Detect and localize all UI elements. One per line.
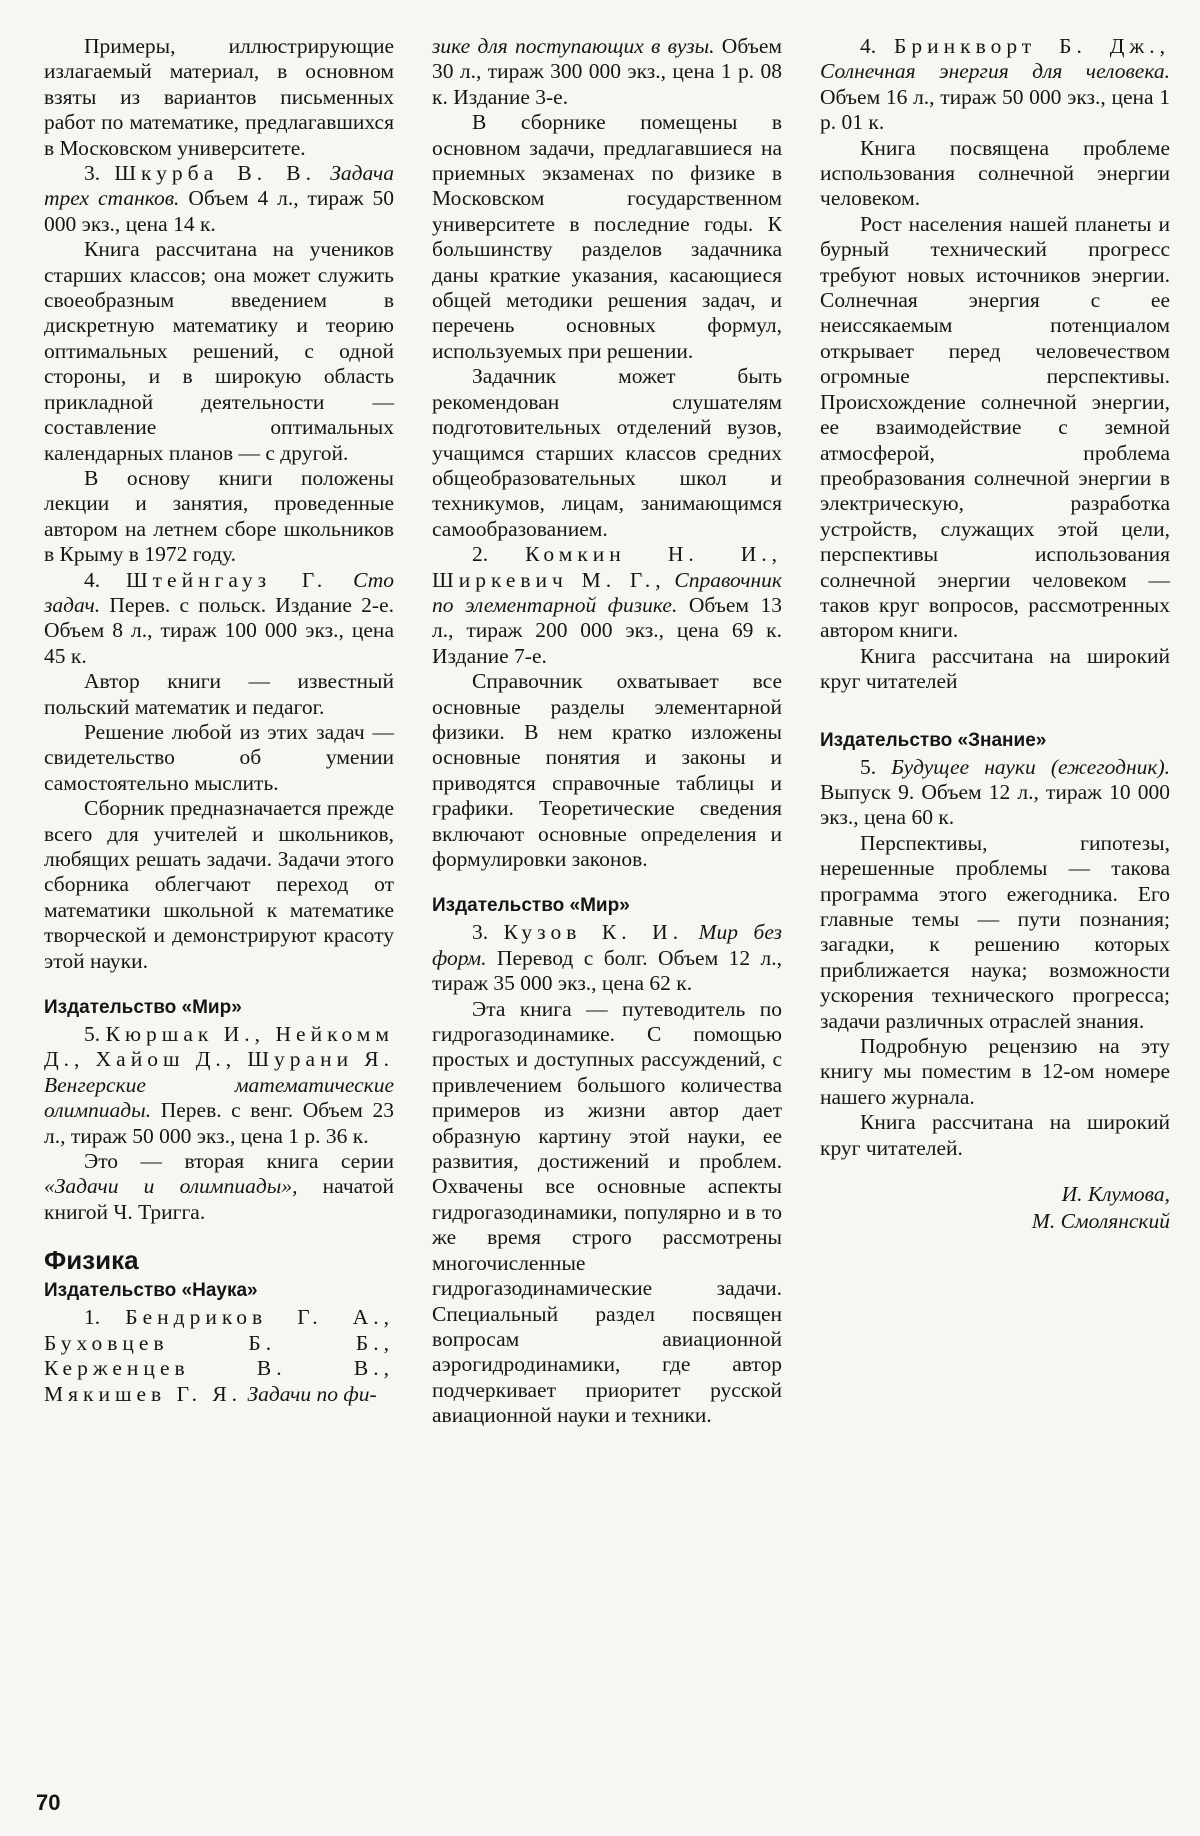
column-3 — [820, 34, 1170, 1235]
entry-details: Перев. с польск. Издание 2-е. Объем 8 л., тираж 100 000 экз., цена 45 к. — [44, 592, 395, 668]
entry-details: Объем 30 л., тираж 300 000 экз., цена 1 р. 08 к. Издание 3-е. — [432, 34, 782, 109]
intro-paragraph: Примеры, иллюстрирующие излагаемый материал, в основном взяты из вариантов письменных работ по математике, предлагавшихся в Московском университете. — [44, 34, 394, 160]
entry-number: 2. — [472, 542, 489, 567]
book-entry-math-3 — [44, 161, 394, 237]
description-text: Это — вторая книга серии — [84, 1149, 394, 1174]
book-entry-physics-3 — [432, 920, 782, 996]
book-entry-physics-2 — [432, 542, 782, 669]
entry-title: Справочник по элементарной физике. — [432, 567, 782, 617]
entry-description: Книга посвящена проблеме использования солнечной энергии человеком. — [820, 135, 1170, 211]
entry-number: 1. — [84, 1305, 101, 1330]
entry-description: Сборник предназначается прежде всего для учителей и школьников, любящих решать задачи. Задачи этого сборника облегчают переход от математики школьной к математике творческой и демонстрируют красоту этой науки. — [44, 796, 394, 973]
publisher-heading: Издательство «Знание» — [820, 729, 1047, 751]
entry-number: 5. — [860, 754, 877, 779]
entry-description: Эта книга — путеводитель по гидрогазодинамике. С помощью простых и доступных рассуждений, с привлечением большого количества примеров из жизни автор дает образную картину этой науки, ее развития, достижений и проблем. Охвачены все основные аспекты гидрогазодинамики, популярно и в то же время строго рассмотрены многочисленные гидрогазодинамические задачи. Специальный раздел посвящен вопросам авиационной аэрогидродинамики, где автор подчеркивает приоритет русской авиационной науки и техники. — [432, 996, 782, 1428]
entry-author: Шкурба В. В. — [114, 161, 317, 186]
entry-author: Кузов К. И. — [503, 920, 684, 945]
entry-title: Венгерские математические олимпиады. — [44, 1072, 394, 1123]
book-entry-physics-1 — [44, 1305, 394, 1407]
entry-description: Книга рассчитана на учеников старших классов; она может служить своеобразным введением в дискретную математику и теорию оптимальных решений, с одной стороны, и в широкую область прикладной деятельности — составление оптимальных календарных планов — с другой. — [44, 237, 394, 465]
entry-description: Автор книги — известный польский математик и педагог. — [44, 669, 394, 719]
signature-line: М. Смолянский — [1031, 1209, 1170, 1234]
book-entry-physics-4 — [820, 34, 1170, 136]
entry-description: Книга рассчитана на широкий круг читателей — [820, 643, 1170, 694]
entry-number: 5. — [84, 1022, 101, 1047]
review-signature — [820, 1181, 1170, 1235]
entry-details: Объем 13 л., тираж 200 000 экз., цена 69 к. Издание 7-е. — [432, 592, 783, 668]
entry-title: Задачи по фи- — [247, 1381, 377, 1406]
entry-author: Кюршак И., Нейкомм Д., Хайош Д., Шурани Я. — [44, 1022, 395, 1072]
entry-description: Решение любой из этих задач — свидетельство об умении самостоятельно мыслить. — [44, 719, 394, 795]
entry-description — [44, 1149, 394, 1225]
entry-title-note: (ежегодник). — [1050, 754, 1170, 779]
book-entry-math-5 — [44, 1022, 394, 1149]
entry-description: Подробную рецензию на эту книгу мы поместим в 12-ом номере нашего журнала. — [820, 1034, 1170, 1109]
publisher-heading: Издательство «Мир» — [44, 997, 242, 1019]
entry-description: Справочник охватывает все основные разделы элементарной физики. В нем кратко изложены основные понятия и законы и приводятся справочные таблицы и графики. Теоретические сведения включают основные определения и формулировки законов. — [432, 669, 782, 871]
section-heading-physics: Физика — [44, 1245, 139, 1276]
entry-number: 4. — [84, 567, 101, 592]
entry-description: Рост населения нашей планеты и бурный технический прогресс требуют новых источников энергии. Солнечная энергия с ее неиссякаемым потенциалом открывает перед человечеством огромные перспективы. Происхождение солнечной энергии, ее взаимодействие с земной атмосферой, проблема преобразования солнечной энергии в электрическую, разработка устройств, служащих этой цели, перспективы использования солнечной энергии человеком — таков круг вопросов, рассмотренных автором книги. — [820, 211, 1170, 643]
column-2 — [432, 34, 782, 1429]
entry-details: Перевод с болг. Объем 12 л., тираж 35 000 экз., цена 62 к. — [432, 945, 782, 996]
publisher-heading: Издательство «Мир» — [432, 895, 630, 917]
entry-title: Сто задач. — [44, 567, 395, 617]
entry-author: Штейнгауз Г. — [125, 567, 328, 592]
entry-details: Выпуск 9. Объем 12 л., тираж 10 000 экз., цена 60 к. — [820, 779, 1170, 830]
entry-description: Задачник может быть рекомендован слушателям подготовительных отделений вузов, учащимся старших классов средних общеобразовательных школ и техникумов, лицам, занимающимся самообразованием. — [432, 364, 782, 541]
series-title: «Задачи и олимпиады», — [44, 1174, 298, 1199]
entry-author: Бендриков Г. А., Буховцев Б. Б., Керженцев В. В., Мякишев Г. Я. — [44, 1305, 394, 1406]
entry-number: 3. — [472, 920, 489, 945]
signature-line: И. Клумова, — [1061, 1182, 1170, 1207]
book-entry-math-4 — [44, 568, 394, 670]
entry-title: Будущее науки — [891, 754, 1036, 779]
book-entry-physics-1-continued — [432, 34, 782, 110]
column-1 — [44, 34, 394, 1407]
entry-author: Бринкворт Б. Дж., — [894, 34, 1170, 58]
book-entry-physics-5 — [820, 755, 1170, 831]
entry-title: зике для поступающих в вузы. — [432, 34, 715, 58]
entry-number: 3. — [84, 161, 101, 186]
description-text: начатой книгой Ч. Тригга. — [44, 1174, 394, 1224]
entry-details: Объем 4 л., тираж 50 000 экз., цена 14 к. — [44, 186, 394, 236]
entry-description: В сборнике помещены в основном задачи, предлагавшиеся на приемных экзаменах по физике в Московском государственном университете в последние годы. К большинству разделов задачника даны краткие указания, касающиеся общей методики решения задач, и перечень основных формул, используемых при решении. — [432, 110, 782, 363]
entry-title: Солнечная энергия для человека. — [820, 59, 1170, 84]
entry-description: Перспективы, гипотезы, нерешенные проблемы — такова программа этого ежегодника. Его главные темы — пути познания; загадки, к решению которых приближается наука; возможности ускорения технического прогресса; задачи различных отраслей знания. — [820, 830, 1170, 1033]
entry-author: Комкин Н. И., Ширкевич М. Г., — [432, 542, 783, 592]
entry-details: Перев. с венг. Объем 23 л., тираж 50 000 экз., цена 1 р. 36 к. — [44, 1098, 394, 1148]
entry-description: В основу книги положены лекции и занятия, проведенные автором на летнем сборе школьников в Крыму в 1972 году. — [44, 465, 394, 567]
entry-number: 4. — [860, 34, 877, 58]
page-number: 70 — [36, 1790, 61, 1815]
entry-title: Мир без форм. — [432, 920, 783, 970]
publisher-heading: Издательство «Наука» — [44, 1280, 258, 1302]
entry-description: Книга рассчитана на широкий круг читателей. — [820, 1110, 1170, 1160]
entry-title: Задача трех станков. — [44, 161, 394, 211]
entry-details: Объем 16 л., тираж 50 000 экз., цена 1 р. 01 к. — [820, 84, 1170, 135]
